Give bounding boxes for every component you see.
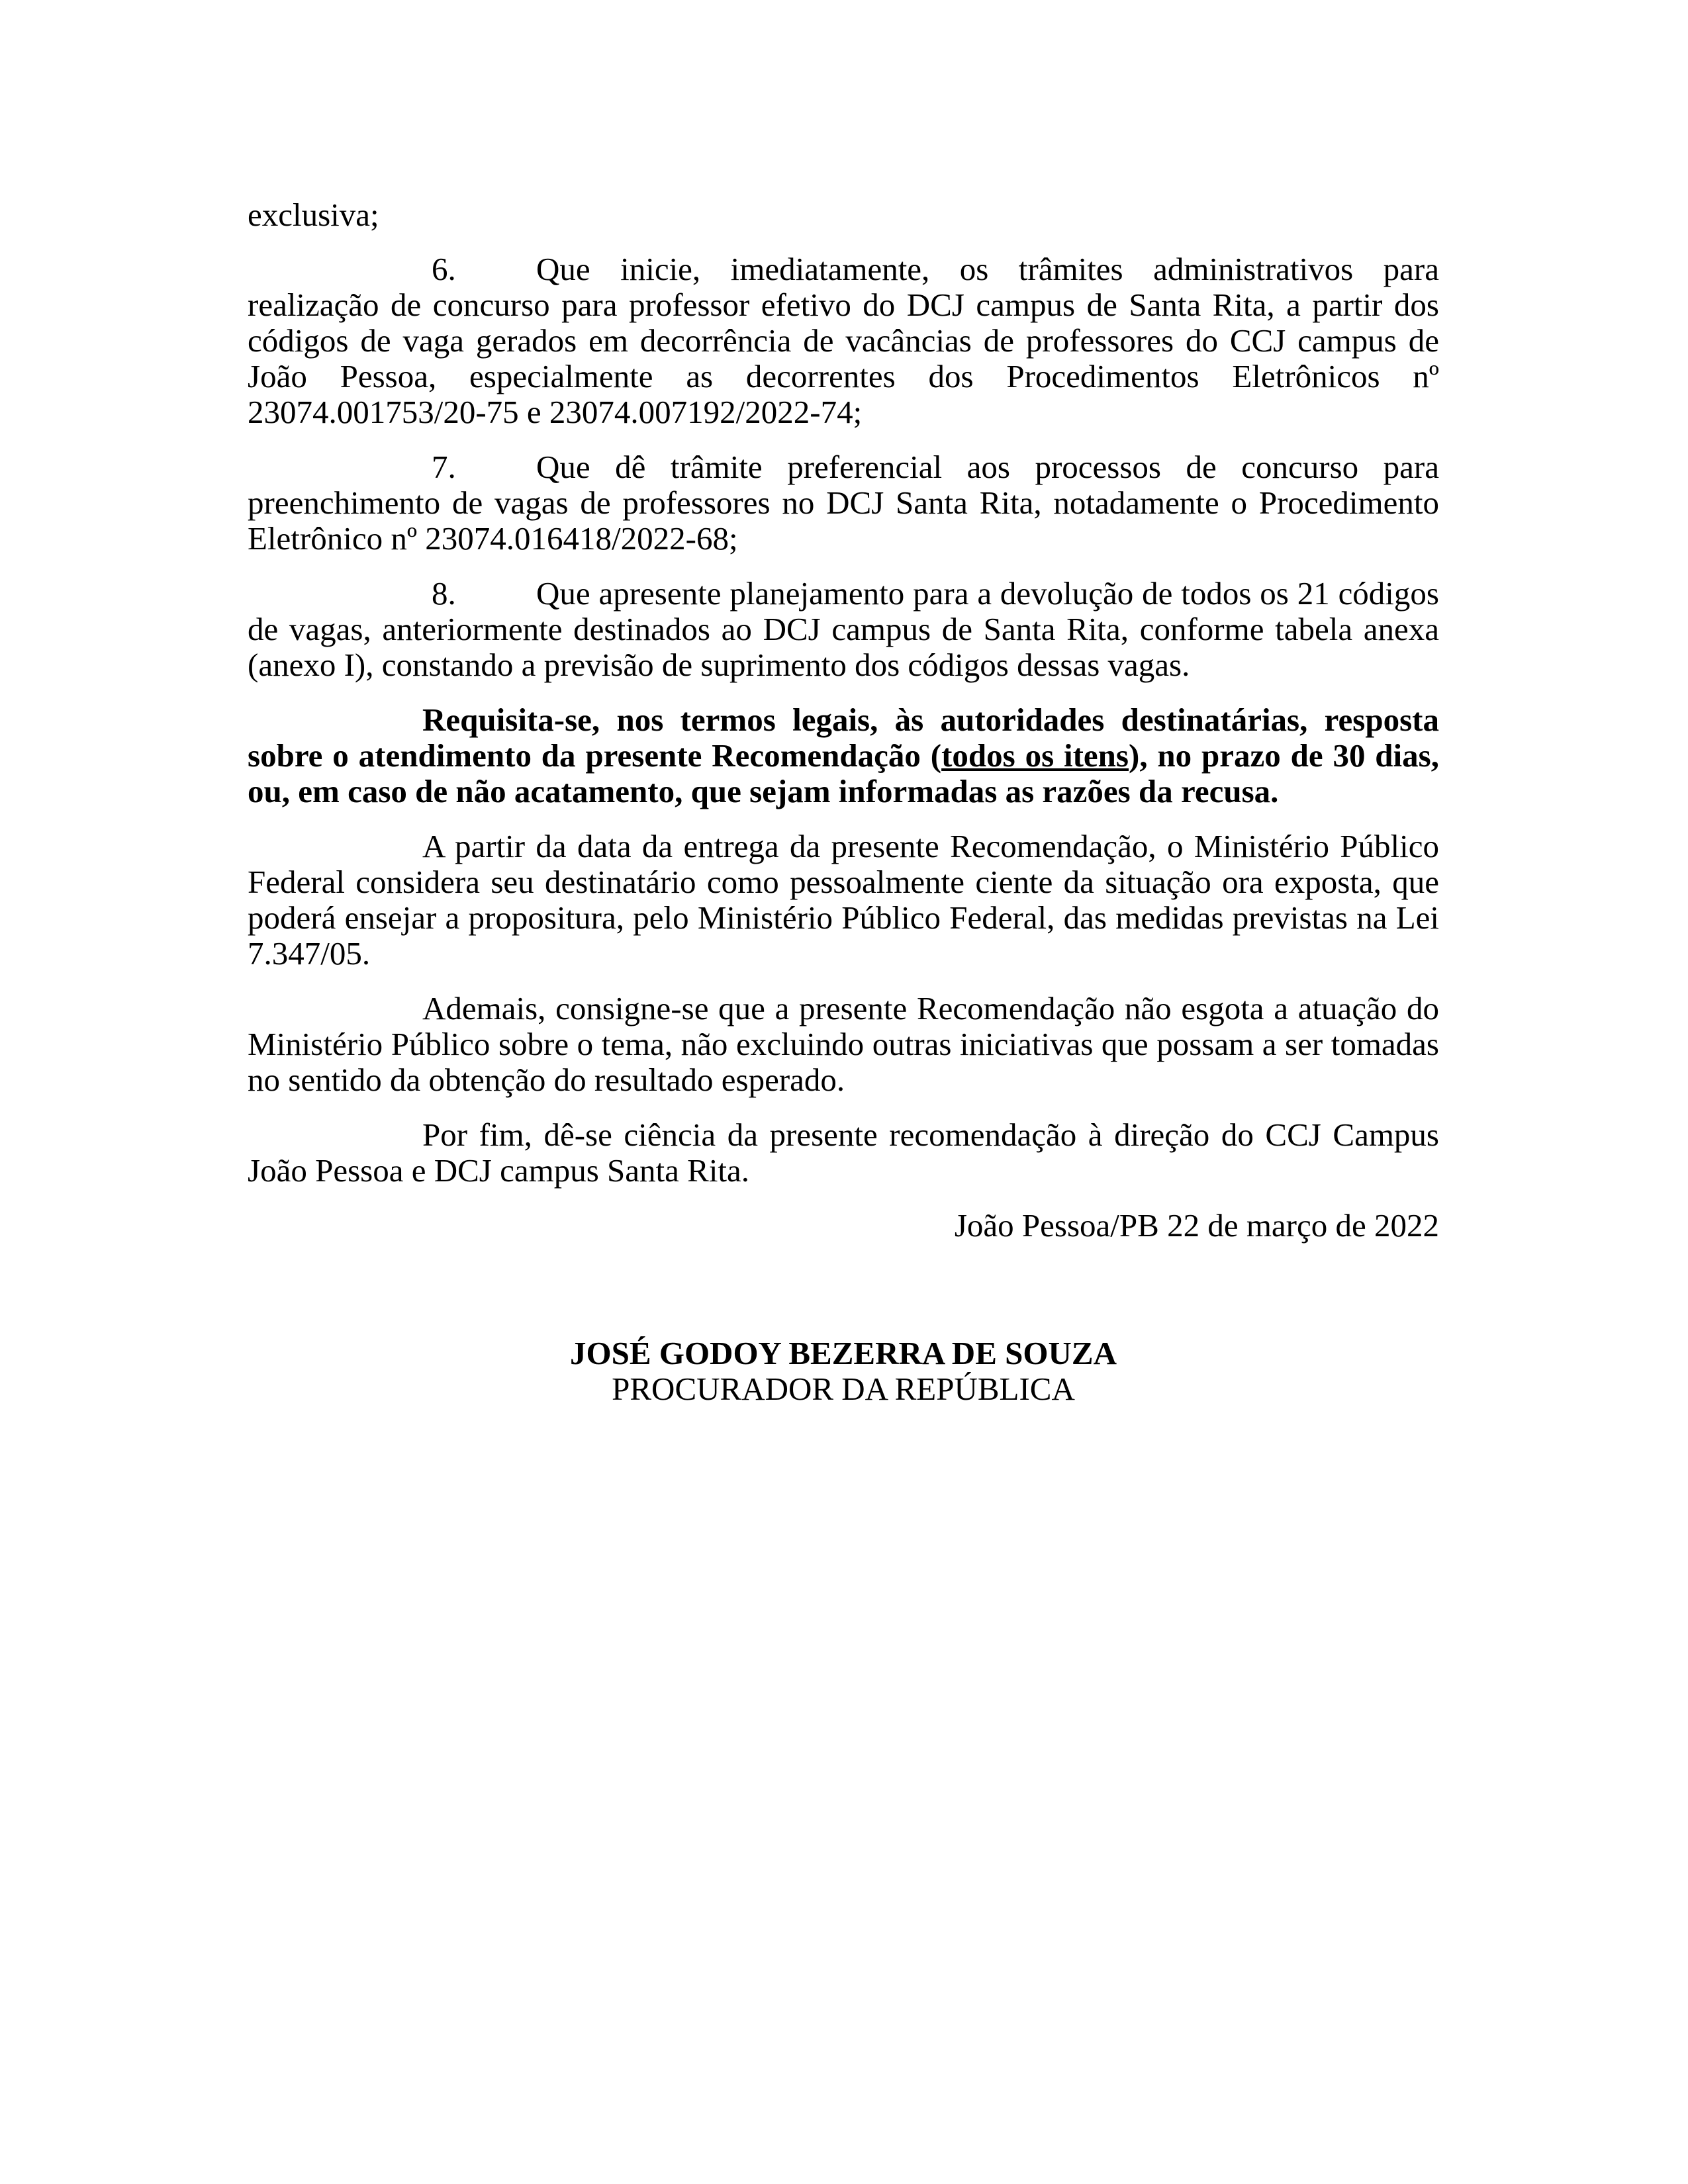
item-number: 6. <box>432 251 456 287</box>
scope-paragraph: Ademais, consigne-se que a presente Recomendação não esgota a atuação do Ministério Público sobre o tema, não excluindo outras iniciativas que possam a ser tomadas no sentido da obtenção do resultado esperado. <box>248 990 1439 1098</box>
notification-paragraph: Por fim, dê-se ciência da presente recomendação à direção do CCJ Campus João Pessoa e DCJ campus Santa Rita. <box>248 1116 1439 1189</box>
item-text: Que inicie, imediatamente, os trâmites administrativos para realização de concurso para professor efetivo do DCJ campus de Santa Rita, a partir dos códigos de vaga gerados em decorrência de vacâncias de professores do CCJ campus de João Pessoa, especialmente as decorrentes dos Procedimentos Eletrônicos nº 23074.001753/20-75 e 23074.007192/2022-74; <box>248 251 1439 430</box>
item-number: 7. <box>432 449 456 485</box>
signatory-name: JOSÉ GODOY BEZERRA DE SOUZA <box>570 1335 1117 1371</box>
signatory-title: PROCURADOR DA REPÚBLICA <box>612 1371 1075 1407</box>
delivery-paragraph: A partir da data da entrega da presente Recomendação, o Ministério Público Federal considera seu destinatário como pessoalmente ciente da situação ora exposta, que poderá ensejar a propositura, pelo Ministério Público Federal, das medidas previstas na Lei 7.347/05. <box>248 828 1439 972</box>
recommendation-item-8 <box>248 576 1439 683</box>
item-text: Que dê trâmite preferencial aos processos de concurso para preenchimento de vagas de professores no DCJ Santa Rita, notadamente o Procedimento Eletrônico nº 23074.016418/2022-68; <box>248 449 1439 557</box>
place-date: João Pessoa/PB 22 de março de 2022 <box>954 1207 1439 1244</box>
request-text-part2: ), no prazo de 30 dias, ou, em caso de não acatamento, que sejam informadas as razões da recusa. <box>248 737 1439 809</box>
response-request-paragraph <box>248 702 1439 809</box>
recommendation-item-7 <box>248 449 1439 557</box>
signature-block <box>248 1336 1439 1407</box>
item-text: Que apresente planejamento para a devolução de todos os 21 códigos de vagas, anteriormente destinados ao DCJ campus de Santa Rita, conforme tabela anexa (anexo I), constando a previsão de suprimento dos códigos dessas vagas. <box>248 575 1439 683</box>
recommendation-item-6 <box>248 251 1439 430</box>
item-number: 8. <box>432 575 456 612</box>
document-body <box>248 197 1439 1244</box>
request-underlined-text: todos os itens <box>941 737 1129 774</box>
continuation-text: exclusiva; <box>248 197 379 233</box>
request-text-part1: Requisita-se, nos termos legais, às autoridades destinatárias, resposta sobre o atendimento da presente Recomendação ( <box>248 702 1439 774</box>
